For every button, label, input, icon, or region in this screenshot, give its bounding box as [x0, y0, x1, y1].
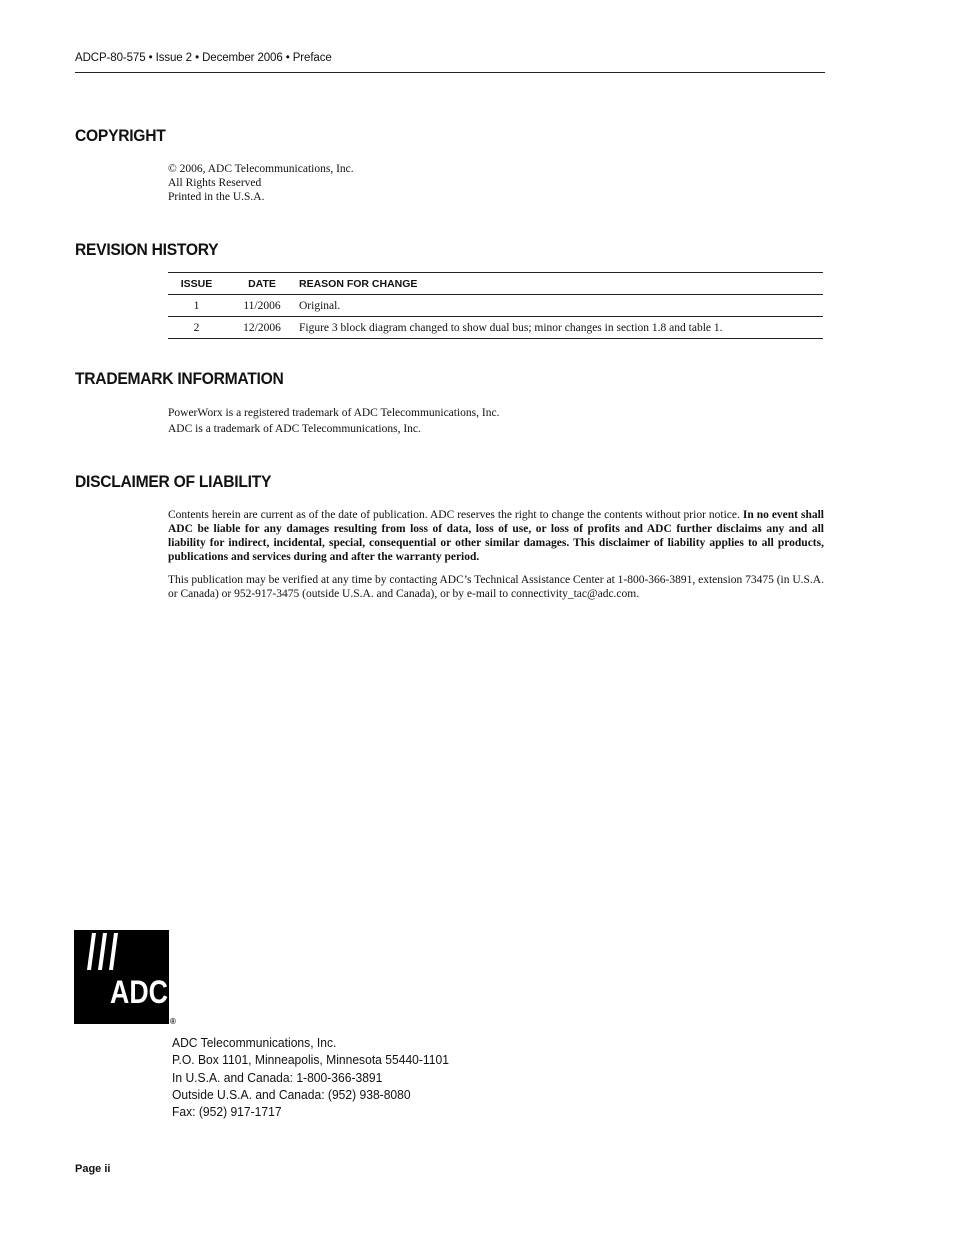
- copyright-line: Printed in the U.S.A.: [168, 191, 265, 203]
- address-line: In U.S.A. and Canada: 1-800-366-3891: [172, 1069, 383, 1085]
- disclaimer-paragraph: [168, 508, 824, 564]
- company-address: [172, 1034, 449, 1120]
- address-line: ADC Telecommunications, Inc.: [172, 1035, 337, 1050]
- adc-logo-graphic: [74, 930, 169, 1024]
- registered-mark: ®: [170, 1017, 176, 1026]
- adc-logo: [74, 930, 169, 1024]
- copyright-line: © 2006, ADC Telecommunications, Inc.: [168, 163, 354, 175]
- verification-paragraph: This publication may be verified at any time by contacting ADC’s Technical Assistance Center at 1-800-366-3891, extension 73475 (in U.S.A. or Canada) or 952-917-3475 (outside U.S.A. and Canada), or by e-mail to connectivity_tac@adc.com.: [168, 574, 824, 600]
- cell-date: 11/2006: [225, 295, 299, 317]
- copyright-line: All Rights Reserved: [168, 177, 262, 189]
- disclaimer-heading: DISCLAIMER OF LIABILITY: [75, 472, 272, 491]
- table-row: [168, 295, 823, 317]
- cell-issue: 1: [168, 295, 225, 317]
- cell-issue: 2: [168, 317, 225, 339]
- adc-logo-text: ADC: [110, 974, 168, 1010]
- cell-reason: Figure 3 block diagram changed to show dual bus; minor changes in section 1.8 and table 1.: [299, 317, 823, 339]
- column-header-reason-label: REASON FOR CHANGE: [299, 277, 418, 290]
- running-header: ADCP-80-575 • Issue 2 • December 2006 • Preface: [75, 52, 825, 73]
- disclaimer-block: [168, 508, 824, 601]
- cell-date: 12/2006: [225, 317, 299, 339]
- column-header-reason: [299, 273, 823, 295]
- column-header-issue: ISSUE: [168, 273, 225, 295]
- page-number: Page ii: [75, 1163, 111, 1175]
- trademark-block: [168, 405, 824, 437]
- disclaimer-text: Contents herein are current as of the date of publication. ADC reserves the right to change the contents without prior notice.: [168, 509, 743, 521]
- trademark-heading: TRADEMARK INFORMATION: [75, 369, 284, 388]
- copyright-block: [168, 162, 824, 204]
- revision-history-heading: REVISION HISTORY: [75, 240, 219, 259]
- disclaimer-bold-text: In no event shall ADC be liable for any damages resulting from loss of data, loss of use, or loss of profits and ADC further disclaims any and all liability for indirect, incidental, special, consequential or other similar damages. This disclaimer of liability applies to all products, publications and services during and after the warranty period.: [168, 509, 825, 563]
- column-header-date: DATE: [225, 273, 299, 295]
- copyright-heading: COPYRIGHT: [75, 126, 166, 145]
- address-line: Outside U.S.A. and Canada: (952) 938-8080: [172, 1086, 411, 1102]
- address-line: P.O. Box 1101, Minneapolis, Minnesota 55440-1101: [172, 1052, 449, 1068]
- cell-reason: Original.: [299, 295, 823, 317]
- address-line: Fax: (952) 917-1717: [172, 1104, 282, 1120]
- trademark-line: ADC is a trademark of ADC Telecommunications, Inc.: [168, 423, 421, 435]
- revision-history-table: [168, 272, 823, 339]
- table-header-row: [168, 273, 823, 295]
- trademark-line: PowerWorx is a registered trademark of ADC Telecommunications, Inc.: [168, 407, 500, 419]
- table-row: [168, 317, 823, 339]
